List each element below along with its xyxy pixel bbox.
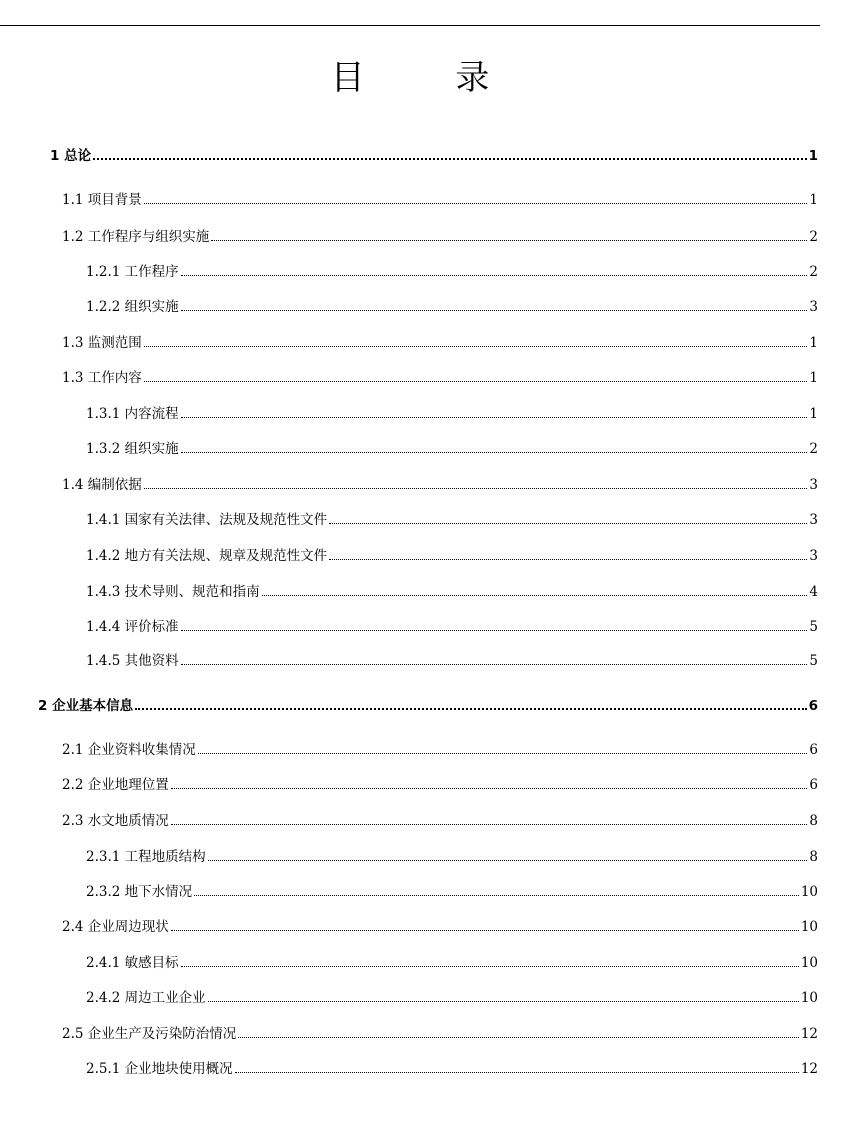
toc-page-number: 5	[809, 653, 818, 669]
page-title: 目 录	[330, 58, 530, 98]
toc-dot-leader	[181, 664, 808, 665]
toc-entry-label: 1.2 工作程序与组织实施	[62, 229, 210, 245]
toc-entry[interactable]	[86, 511, 818, 529]
toc-dot-leader	[208, 860, 808, 861]
toc-entry-label: 1.4.3 技术导则、规范和指南	[86, 584, 260, 600]
toc-entry[interactable]	[62, 369, 818, 387]
toc-dot-leader	[181, 630, 808, 631]
toc-dot-leader	[181, 452, 808, 453]
toc-page-number: 1	[809, 335, 818, 351]
toc-entry-label: 2.4.1 敏感目标	[86, 955, 179, 971]
toc-entry-label: 1.2.2 组织实施	[86, 299, 179, 315]
toc-dot-leader	[171, 824, 808, 825]
toc-entry[interactable]	[86, 405, 818, 423]
toc-page-number: 2	[809, 264, 818, 280]
toc-page-number: 10	[800, 990, 818, 1006]
toc-entry-label: 1.3 工作内容	[62, 370, 142, 386]
toc-dot-leader	[181, 310, 808, 311]
toc-dot-leader	[235, 1072, 799, 1073]
toc-entry-label: 1.4.1 国家有关法律、法规及规范性文件	[86, 512, 328, 528]
toc-page-number: 4	[809, 584, 818, 600]
header-rule	[0, 25, 820, 26]
toc-dot-leader	[144, 488, 808, 489]
toc-entry[interactable]	[62, 741, 818, 759]
toc-entry[interactable]	[62, 918, 818, 936]
toc-entry-label: 1.1 项目背景	[62, 192, 142, 208]
toc-entry[interactable]	[62, 476, 818, 494]
toc-entry[interactable]	[62, 776, 818, 794]
toc-entry[interactable]	[50, 147, 818, 165]
toc-page-number: 10	[800, 955, 818, 971]
toc-entry[interactable]	[62, 334, 818, 352]
toc-dot-leader	[171, 930, 799, 931]
toc-entry[interactable]	[86, 1060, 818, 1078]
toc-page-number: 2	[809, 229, 818, 245]
toc-entry[interactable]	[86, 618, 818, 636]
toc-dot-leader	[208, 1001, 799, 1002]
toc-entry-label: 2.3.1 工程地质结构	[86, 849, 206, 865]
toc-page-number: 8	[809, 813, 818, 829]
toc-entry[interactable]	[62, 1025, 818, 1043]
toc-dot-leader	[144, 381, 808, 382]
toc-entry-label: 2.5.1 企业地块使用概况	[86, 1061, 233, 1077]
toc-entry-label: 2 企业基本信息	[38, 698, 134, 714]
toc-page-number: 1	[809, 370, 818, 386]
toc-dot-leader	[144, 203, 808, 204]
toc-entry-label: 2.3 水文地质情况	[62, 813, 169, 829]
toc-dot-leader	[238, 1037, 799, 1038]
toc-page-number: 12	[800, 1026, 818, 1042]
toc-page-number: 6	[809, 742, 818, 758]
toc-entry-label: 2.4.2 周边工业企业	[86, 990, 206, 1006]
toc-entry[interactable]	[62, 812, 818, 830]
toc-entry-label: 1.4.4 评价标准	[86, 619, 179, 635]
toc-page-number: 3	[809, 512, 818, 528]
toc-entry-label: 2.1 企业资料收集情况	[62, 742, 196, 758]
toc-page-number: 3	[809, 477, 818, 493]
toc-entry[interactable]	[86, 848, 818, 866]
toc-entry-label: 2.2 企业地理位置	[62, 777, 169, 793]
toc-entry[interactable]	[38, 697, 818, 715]
toc-entry-label: 1.4 编制依据	[62, 477, 142, 493]
toc-entry[interactable]	[86, 954, 818, 972]
toc-page-number: 1	[809, 406, 818, 422]
toc-dot-leader	[262, 595, 808, 596]
toc-entry-label: 1.4.2 地方有关法规、规章及规范性文件	[86, 548, 328, 564]
toc-dot-leader	[329, 523, 807, 524]
toc-page-number: 1	[809, 192, 818, 208]
toc-entry-label: 1.3.2 组织实施	[86, 441, 179, 457]
toc-entry[interactable]	[86, 263, 818, 281]
toc-page-number: 10	[800, 884, 818, 900]
toc-entry[interactable]	[86, 440, 818, 458]
toc-dot-leader	[171, 788, 808, 789]
toc-page-number: 2	[809, 441, 818, 457]
toc-page-number: 6	[809, 777, 818, 793]
toc-page-number: 5	[809, 619, 818, 635]
toc-dot-leader	[198, 753, 808, 754]
toc-entry-label: 2.5 企业生产及污染防治情况	[62, 1026, 237, 1042]
toc-dot-leader	[181, 417, 808, 418]
toc-page-number: 3	[809, 299, 818, 315]
toc-page-number: 6	[808, 698, 818, 714]
toc-dot-leader	[211, 240, 807, 241]
toc-entry[interactable]	[86, 298, 818, 316]
toc-entry-label: 1 总论	[50, 148, 92, 164]
toc-entry[interactable]	[86, 652, 818, 670]
toc-entry-label: 2.4 企业周边现状	[62, 919, 169, 935]
toc-dot-leader	[194, 895, 799, 896]
toc-dot-leader	[329, 559, 807, 560]
toc-entry-label: 1.3.1 内容流程	[86, 406, 179, 422]
toc-dot-leader	[181, 966, 799, 967]
toc-entry[interactable]	[62, 191, 818, 209]
toc-page-number: 12	[800, 1061, 818, 1077]
toc-dot-leader	[144, 346, 808, 347]
toc-entry-label: 2.3.2 地下水情况	[86, 884, 193, 900]
toc-entry[interactable]	[86, 883, 818, 901]
toc-entry[interactable]	[86, 989, 818, 1007]
toc-page-number: 8	[809, 849, 818, 865]
toc-page-number: 10	[800, 919, 818, 935]
toc-entry-label: 1.4.5 其他资料	[86, 653, 179, 669]
toc-entry[interactable]	[86, 583, 818, 601]
toc-page-number: 3	[809, 548, 818, 564]
toc-entry-label: 1.2.1 工作程序	[86, 264, 179, 280]
toc-entry-label: 1.3 监测范围	[62, 335, 142, 351]
toc-entry[interactable]	[62, 228, 818, 246]
toc-dot-leader	[93, 158, 807, 160]
toc-entry[interactable]	[86, 547, 818, 565]
toc-dot-leader	[181, 275, 808, 276]
toc-dot-leader	[135, 708, 807, 710]
toc-page-number: 1	[808, 148, 818, 164]
